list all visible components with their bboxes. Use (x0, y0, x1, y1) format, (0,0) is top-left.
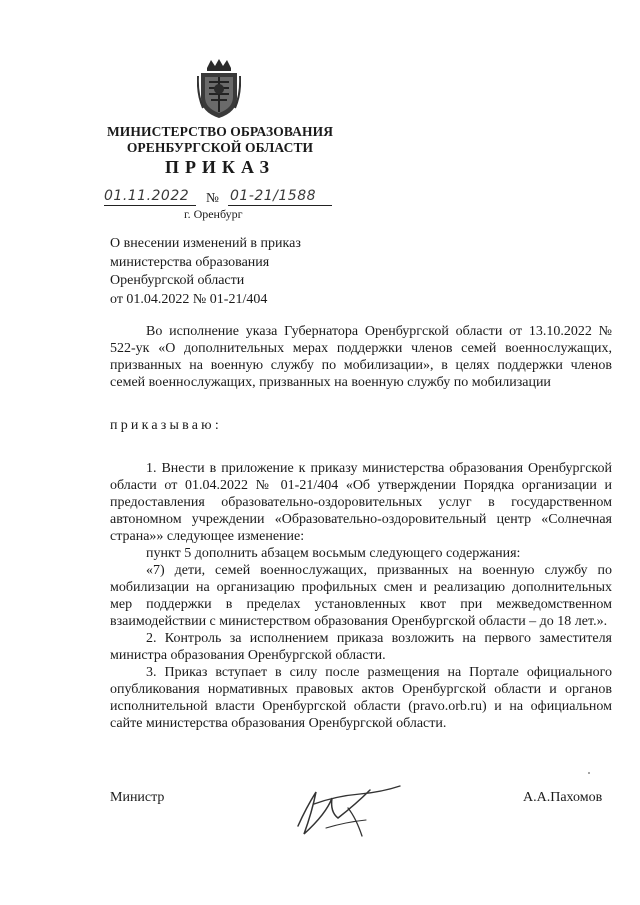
date-underline (104, 205, 196, 206)
order-subject (110, 235, 360, 309)
ministry-line-2: ОРЕНБУРГСКОЙ ОБЛАСТИ (126, 140, 314, 155)
number-underline (228, 205, 332, 206)
item-3: 3. Приказ вступает в силу после размещения на Портале официального опубликования нормативных правовых актов Оренбургской области и органов исполнительной власти Оренбургской области (pravo.orb.ru) и на официальном сайте министерства образования Оренбургской области. (110, 665, 612, 731)
order-date: 01.11.2022 (104, 188, 190, 204)
order-word: приказываю: (110, 418, 222, 433)
signature-image (286, 778, 402, 840)
subject-line-2: министерства образования (110, 254, 270, 270)
signer-position: Министр (110, 790, 165, 805)
item-1-sub: пункт 5 дополнить абзацем восьмым следующего содержания: (146, 546, 521, 561)
item-1-quote: «7) дети, семей военнослужащих, призванных на военную службу по мобилизации на организацию профильных смен и реализацию дополнительных мер поддержки в пределах установленных квот при межведомственном взаимодействии с министерством образования Оренбургской области – до 18 лет.». (110, 563, 612, 629)
number-label: № (206, 190, 219, 205)
coat-of-arms-icon (197, 58, 241, 120)
item-1: 1. Внести в приложение к приказу министерства образования Оренбургской области от 01.04.2022 № 01-21/404 «Об утверждении Порядка организации и предоставления образовательно-оздоровительных услуг в государственном автономном учреждении «Образовательно-оздоровительный центр «Солнечная страна»» следующее изменение: (110, 461, 612, 544)
order-number: 01-21/1588 (230, 188, 317, 204)
preamble (110, 323, 612, 391)
scan-artifact (588, 772, 590, 774)
ministry-line-1: МИНИСТЕРСТВО ОБРАЗОВАНИЯ (106, 124, 334, 139)
city-label: г. Оренбург (184, 207, 243, 221)
ministry-name (100, 124, 340, 156)
document-type-title: ПРИКАЗ (164, 157, 276, 177)
subject-line-4: от 01.04.2022 № 01-21/404 (110, 291, 268, 307)
signer-name: А.А.Пахомов (523, 790, 603, 805)
preamble-text: Во исполнение указа Губернатора Оренбургской области от 13.10.2022 № 522-ук «О дополнительных мерах поддержки членов семей военнослужащих, призванных на военную службу по мобилизации», в целях поддержки членов семей военнослужащих, призванных на военную службу по мобилизации (110, 324, 612, 390)
subject-line-1: О внесении изменений в приказ (110, 236, 301, 251)
subject-line-3: Оренбургской области (110, 273, 245, 288)
item-2: 2. Контроль за исполнением приказа возложить на первого заместителя министра образования Оренбургской области. (110, 631, 612, 663)
order-items (110, 460, 612, 732)
